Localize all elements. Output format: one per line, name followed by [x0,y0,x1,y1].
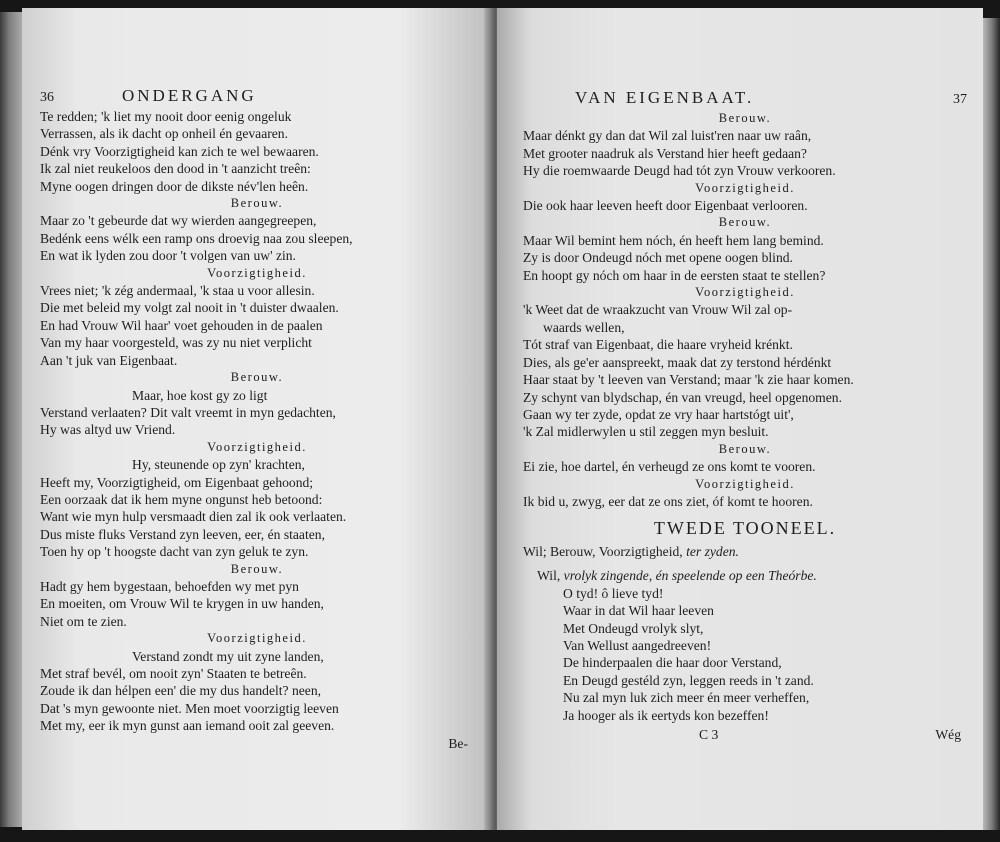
speaker-heading: Berouw. [230,196,284,211]
verse-line: 'k Zal midlerwylen u stil zeggen myn besluit. [523,424,769,440]
verse-line: Toen hy op 't hoogste dacht van zyn geluk te zyn. [40,544,309,560]
verse-line: Die met beleid my volgt zal nooit in 't duister dwaalen. [40,300,339,316]
dramatis-names: Wil; Berouw, Voorzigtigheid, [523,544,683,560]
verse-line: Maar, hoe kost gy zo ligt [132,387,268,403]
verse-line: Met grooter naadruk als Verstand hier heeft gedaan? [523,145,807,161]
verse-line: Verrassen, als ik dacht op onheil én gevaaren. [40,126,288,142]
song-line: De hinderpaalen die haar door Verstand, [563,655,782,671]
verse-line: Te redden; 'k liet my nooit door eenig ongeluk [40,109,292,124]
verse-line: En had Vrouw Wil haar' voet gehouden in de paalen [40,317,323,333]
left-page-number: 36 [40,90,54,105]
verse-line: Haar staat by 't leeven van Verstand; maar 'k zie haar komen. [523,372,854,388]
verse-line: Maar zo 't gebeurde dat wy wierden aangegreepen, [40,213,317,229]
verse-line: Niet om te zien. [40,613,127,629]
verse-line: Verstand verlaaten? Dit valt vreemt in myn gedachten, [40,404,336,420]
stage-direction-speaker: Wil, [537,568,561,584]
dramatis-personae [523,543,967,561]
verse-line: Tót straf van Eigenbaat, die haare vryheid krénkt. [523,337,793,353]
verse-line: Verstand zondt my uit zyne landen, [132,648,324,664]
verse-line: Want wie myn hulp versmaadt dien zal ik ook verlaaten. [40,509,347,525]
song-line: En Deugd gestéld zyn, leggen reeds in 't zand. [563,672,814,688]
verse-line: waards wellen, [543,319,625,335]
stage-direction [523,567,967,584]
song-verse [523,585,967,724]
verse-line: Hadt gy hem bygestaan, behoefden wy met pyn [40,578,299,594]
verse-line: Gaan wy ter zyde, opdat ze vry haar hartstógt uit', [523,406,794,422]
speaker-heading: Voorzigtigheid. [695,180,795,195]
verse-line: Heeft my, Voorzigtigheid, om Eigenbaat gehoond; [40,474,314,490]
verse-line: Vrees niet; 'k zég andermaal, 'k staa u voor allesin. [40,283,315,299]
verse-line: Van my haar voorgesteld, was zy nu niet verplicht [40,335,312,351]
song-line: Van Wellust aangedreeven! [563,637,712,653]
verse-line: Bedénk eens wélk een ramp ons droevig naa zou sleepen, [40,230,353,246]
speaker-heading: Berouw. [230,561,284,576]
verse-line: Ik bid u, zwyg, eer dat ze ons ziet, óf komt te hooren. [523,493,813,509]
verse-line: 'k Weet dat de wraakzucht van Vrouw Wil zal op- [523,302,793,318]
song-line: O tyd! ô lieve tyd! [563,585,664,601]
song-line: Ja hooger als ik eertyds kon bezeffen! [563,707,769,723]
verse-line: En hoopt gy nóch om haar in de eersten staat te stellen? [523,267,826,283]
song-line: Waar in dat Wil haar leeven [563,603,714,619]
verse-line: Hy die roemwaarde Deugd had tót zyn Vrouw verkooren. [523,163,836,179]
left-page [22,8,494,830]
right-text-block [523,110,967,510]
verse-line: Dus miste fluks Verstand zyn leeven, eer, én staaten, [40,526,325,542]
verse-line: Hy, steunende op zyn' krachten, [132,457,305,473]
dramatis-stage-note: ter zyden. [686,544,739,560]
speaker-heading: Berouw. [230,370,284,385]
left-catchword: Be- [448,735,468,751]
signature-mark: C 3 [699,727,719,742]
speaker-heading: Voorzigtigheid. [207,265,307,280]
speaker-heading: Voorzigtigheid. [695,476,795,491]
verse-line: Zy is door Ondeugd nóch met opene oogen blind. [523,250,793,266]
song-line: Nu zal myn luk zich meer én meer verheffen, [563,690,810,706]
verse-line: Zoude ik dan hélpen een' die my dus handelt? neen, [40,683,322,699]
scene-title: TWEDE TOONEEL. [653,518,837,539]
verse-line: Dies, als ge'er aanspreekt, maak dat zy terstond hérdénkt [523,354,832,370]
verse-line: Een oorzaak dat ik hem myne ongunst heb betoond: [40,491,323,507]
right-running-title: VAN EIGENBAAT. [575,88,755,107]
verse-line: Met my, eer ik myn gunst aan iemand ooit zal geeven. [40,718,335,734]
song-line: Met Ondeugd vrolyk slyt, [563,620,704,636]
speaker-heading: Voorzigtigheid. [695,285,795,300]
speaker-heading: Voorzigtigheid. [207,631,307,646]
verse-line: Dénk vry Voorzigtigheid kan zich te wel bewaaren. [40,143,319,159]
verse-line: Zy schynt van blydschap, én van vreugd, heel opgenomen. [523,389,842,405]
left-running-head [40,86,474,106]
verse-line: Dat 's myn gewoonte niet. Men moet voorzigtig leeven [40,700,339,716]
verse-line: Aan 't juk van Eigenbaat. [40,352,178,368]
verse-line: Maar dénkt gy dan dat Wil zal luist'ren naar uw raân, [523,128,812,144]
verse-line: Met straf bevél, om nooit zyn' Staaten te betreên. [40,666,307,681]
right-catchword: Wég [935,727,961,742]
speaker-heading: Voorzigtigheid. [207,439,307,454]
verse-line: En moeiten, om Vrouw Wil te krygen in uw handen, [40,596,324,612]
speaker-heading: Berouw. [718,111,772,125]
speaker-heading: Berouw. [718,215,772,230]
speaker-heading: Berouw. [718,441,772,456]
right-page-edge [980,18,1000,830]
right-footer [523,726,967,743]
verse-line: Hy was altyd uw Vriend. [40,422,176,438]
left-text-block [40,108,474,735]
right-running-head [523,88,967,108]
stage-direction-text: vrolyk zingende, én speelende op een Theórbe. [563,568,817,584]
left-running-title: ONDERGANG [122,86,257,105]
verse-line: Myne oogen dringen door de dikste név'len heên. [40,178,309,194]
verse-line: Ei zie, hoe dartel, én verheugd ze ons komt te vooren. [523,459,816,475]
right-page [497,8,983,830]
verse-line: Die ook haar leeven heeft door Eigenbaat verlooren. [523,198,808,214]
right-page-number: 37 [953,92,967,107]
verse-line: En wat ik lyden zou door 't volgen van uw' zin. [40,248,296,264]
verse-line: Maar Wil bemint hem nóch, én heeft hem lang bemind. [523,232,824,248]
verse-line: Ik zal niet reukeloos den dood in 't aanzicht treên: [40,161,311,177]
